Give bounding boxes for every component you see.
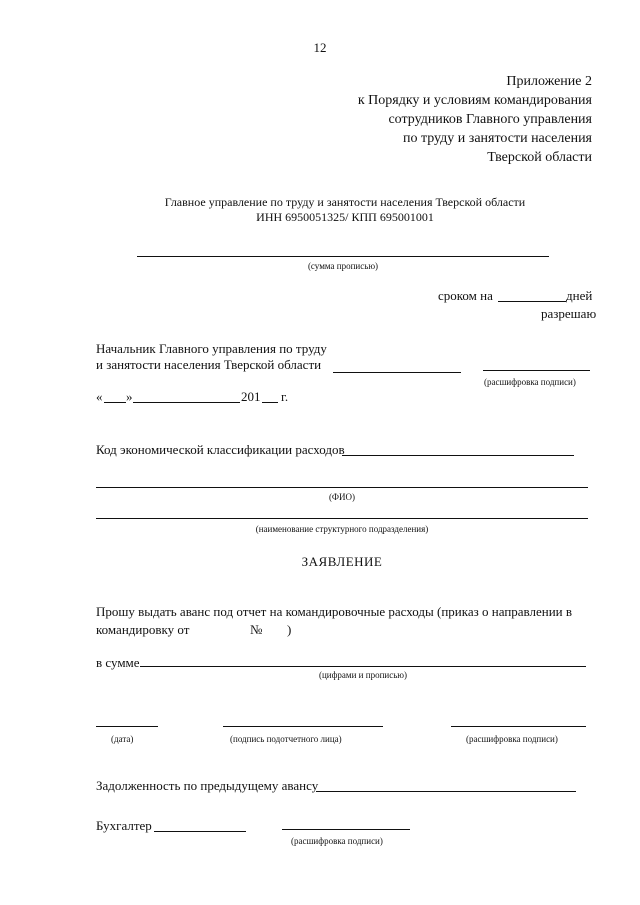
debt-line (316, 791, 576, 792)
appendix-line: сотрудников Главного управления (388, 112, 592, 127)
date-year: 201 (241, 389, 261, 404)
accountable-signature-line (223, 726, 383, 727)
appendix-line: к Порядку и условиям командирования (357, 93, 592, 108)
accountant-decoding-line (282, 829, 410, 830)
expense-code-line (342, 455, 574, 456)
date-signature-caption: (дата) (111, 734, 134, 744)
debt-label: Задолженность по предыдущему авансу (96, 778, 319, 793)
date-open-quote: « (96, 389, 103, 404)
request-line2-a: командировку от (96, 622, 190, 637)
date-day-line (104, 402, 126, 403)
date-year-suffix: г. (281, 389, 289, 404)
approve-text: разрешаю (541, 306, 597, 321)
organization-block (0, 195, 640, 225)
page-number: 12 (313, 40, 327, 55)
head-title-line2: и занятости населения Тверской области (96, 357, 322, 372)
term-suffix: дней (566, 288, 593, 303)
date-signature-line (96, 726, 158, 727)
accountant-signature-line (154, 831, 246, 832)
accountant-label: Бухгалтер (96, 818, 152, 833)
appendix-line: Тверской области (487, 150, 592, 165)
accountant-decoding-caption: (расшифровка подписи) (291, 836, 383, 846)
request-line2-c: ) (287, 622, 292, 637)
sum-line (140, 666, 586, 667)
appendix-line: по труду и занятости населения (402, 131, 592, 146)
request-line2-b: № (250, 622, 263, 637)
organization-name: Главное управление по труду и занятости населения Тверской области (164, 195, 526, 209)
division-caption: (наименование структурного подразделения) (255, 524, 429, 534)
fio-caption: (ФИО) (328, 492, 356, 502)
request-line1: Прошу выдать аванс под отчет на командировочные расходы (приказ о направлении в (96, 604, 573, 619)
head-decoding-line (483, 370, 590, 371)
term-prefix: сроком на (438, 288, 493, 303)
head-title-line1: Начальник Главного управления по труду (96, 341, 327, 356)
expense-code-label: Код экономической классификации расходов (96, 442, 345, 457)
fio-line (96, 487, 588, 488)
date-close-quote: » (126, 389, 133, 404)
amount-in-words-line (137, 256, 549, 257)
signature-decoding-caption: (расшифровка подписи) (466, 734, 558, 744)
accountable-signature-caption: (подпись подотчетного лица) (230, 734, 342, 744)
sum-caption: (цифрами и прописью) (318, 670, 408, 680)
date-year-line (262, 402, 278, 403)
head-signature-line (333, 372, 461, 373)
amount-in-words-caption: (сумма прописью) (307, 261, 379, 271)
date-month-line (133, 402, 240, 403)
organization-inn-kpp: ИНН 6950051325/ КПП 695001001 (256, 210, 434, 224)
appendix-line: Приложение 2 (506, 74, 592, 89)
term-days-line (498, 301, 566, 302)
division-line (96, 518, 588, 519)
head-signature-caption: (расшифровка подписи) (484, 377, 576, 387)
signature-decoding-line (451, 726, 586, 727)
sum-label: в сумме (96, 655, 140, 670)
appendix-header (358, 72, 592, 167)
statement-title: ЗАЯВЛЕНИЕ (301, 554, 383, 569)
